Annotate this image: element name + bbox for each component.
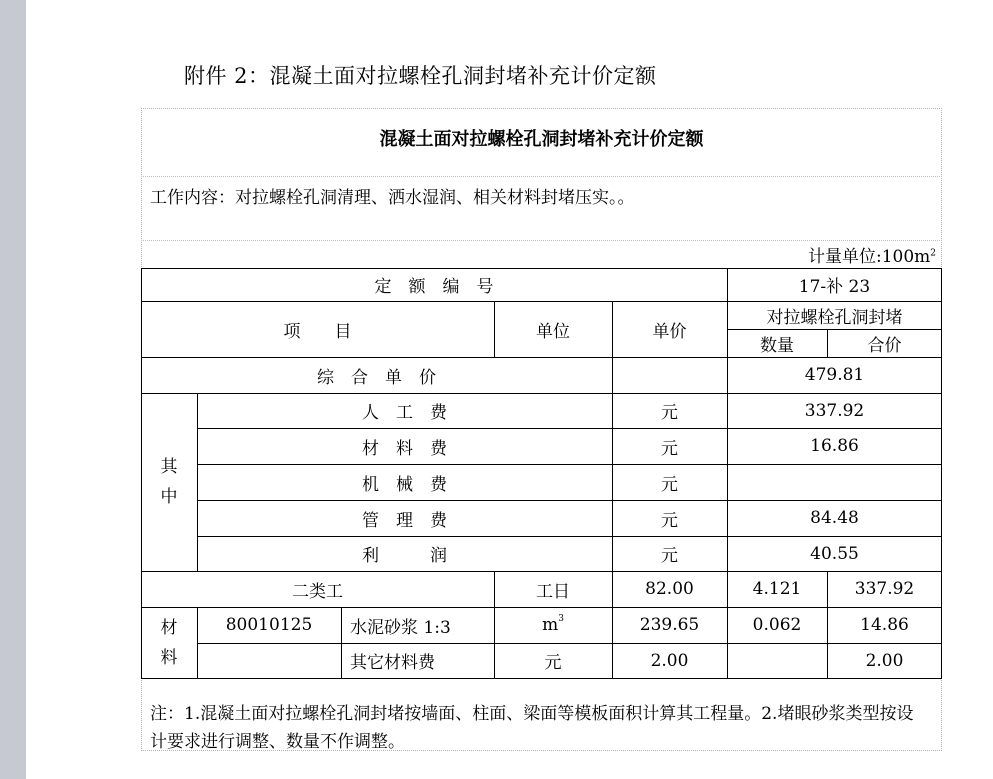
- breakdown-name: 材 料 费: [362, 438, 447, 459]
- breakdown-unit: 元: [661, 546, 678, 566]
- quota-number-label: 定 额 编 号: [374, 277, 494, 297]
- breakdown-value: 16.86: [810, 436, 859, 456]
- table-title: 混凝土面对拉螺栓孔洞封堵补充计价定额: [379, 129, 704, 150]
- material-quantity: 0.062: [752, 615, 802, 635]
- breakdown-value: 40.55: [810, 543, 859, 564]
- composite-price-value: 479.81: [804, 365, 865, 385]
- labor-total: 337.92: [854, 579, 915, 599]
- breakdown-unit: 元: [661, 474, 678, 495]
- quantity-column-header: 数量: [760, 335, 794, 356]
- breakdown-unit: 元: [661, 403, 678, 423]
- price-column-header: 单价: [652, 321, 687, 342]
- material-quantity: [727, 643, 827, 678]
- material-unit: 元: [544, 653, 562, 673]
- material-name: 水泥砂浆 1:3: [350, 617, 451, 638]
- breakdown-name: 人 工 费: [362, 403, 447, 423]
- breakdown-name: 利 润: [362, 546, 447, 566]
- attachment-heading: 附件 2：混凝土面对拉螺栓孔洞封堵补充计价定额: [184, 64, 657, 88]
- breakdown-value: 337.92: [804, 400, 865, 421]
- breakdown-name: 机 械 费: [362, 474, 447, 495]
- frame-divider: [141, 240, 942, 241]
- material-price: 2.00: [650, 650, 689, 671]
- breakdown-group-label: 其 中: [160, 457, 178, 507]
- material-code: [197, 643, 341, 678]
- measurement-unit: 计量单位$:100m^2$: [807, 247, 936, 267]
- material-code: 80010125: [225, 615, 313, 635]
- labor-name: 二类工: [292, 581, 343, 602]
- breakdown-unit: 元: [661, 510, 678, 531]
- unit-column-header: 单位: [536, 321, 570, 342]
- work-name-header: 对拉螺栓孔洞封堵: [766, 307, 903, 328]
- frame-divider: [141, 176, 942, 177]
- breakdown-value: [727, 464, 942, 500]
- breakdown-unit: 元: [661, 438, 678, 459]
- work-content: 工作内容：对拉螺栓孔洞清理、洒水湿润、相关材料封堵压实。。: [150, 188, 635, 208]
- material-total: 14.86: [860, 615, 909, 635]
- item-column-header: 项 目: [283, 321, 352, 342]
- material-unit: m $^3$: [542, 614, 564, 635]
- breakdown-name: 管 理 费: [362, 510, 447, 531]
- labor-unit: 工日: [536, 581, 570, 602]
- table-note: 注：1.混凝土面对拉螺栓孔洞封堵按墙面、柱面、梁面等模板面积计算其工程量。2.堵眼砂浆类型按设计要求进行调整、数量不作调整。: [150, 704, 914, 752]
- material-price: 239.65: [639, 615, 700, 635]
- composite-price-label: 综 合 单 价: [317, 367, 436, 388]
- material-name: 其它材料费: [350, 653, 435, 673]
- window-left-edge: [0, 0, 26, 779]
- material-total: 2.00: [865, 650, 904, 671]
- total-column-header: 合价: [867, 335, 902, 356]
- labor-quantity: 4.121: [752, 579, 802, 599]
- labor-price: 82.00: [645, 579, 694, 599]
- breakdown-value: 84.48: [810, 508, 859, 528]
- quota-number-value: 17-补 23: [798, 277, 871, 297]
- material-group-label: 材 料: [160, 617, 178, 668]
